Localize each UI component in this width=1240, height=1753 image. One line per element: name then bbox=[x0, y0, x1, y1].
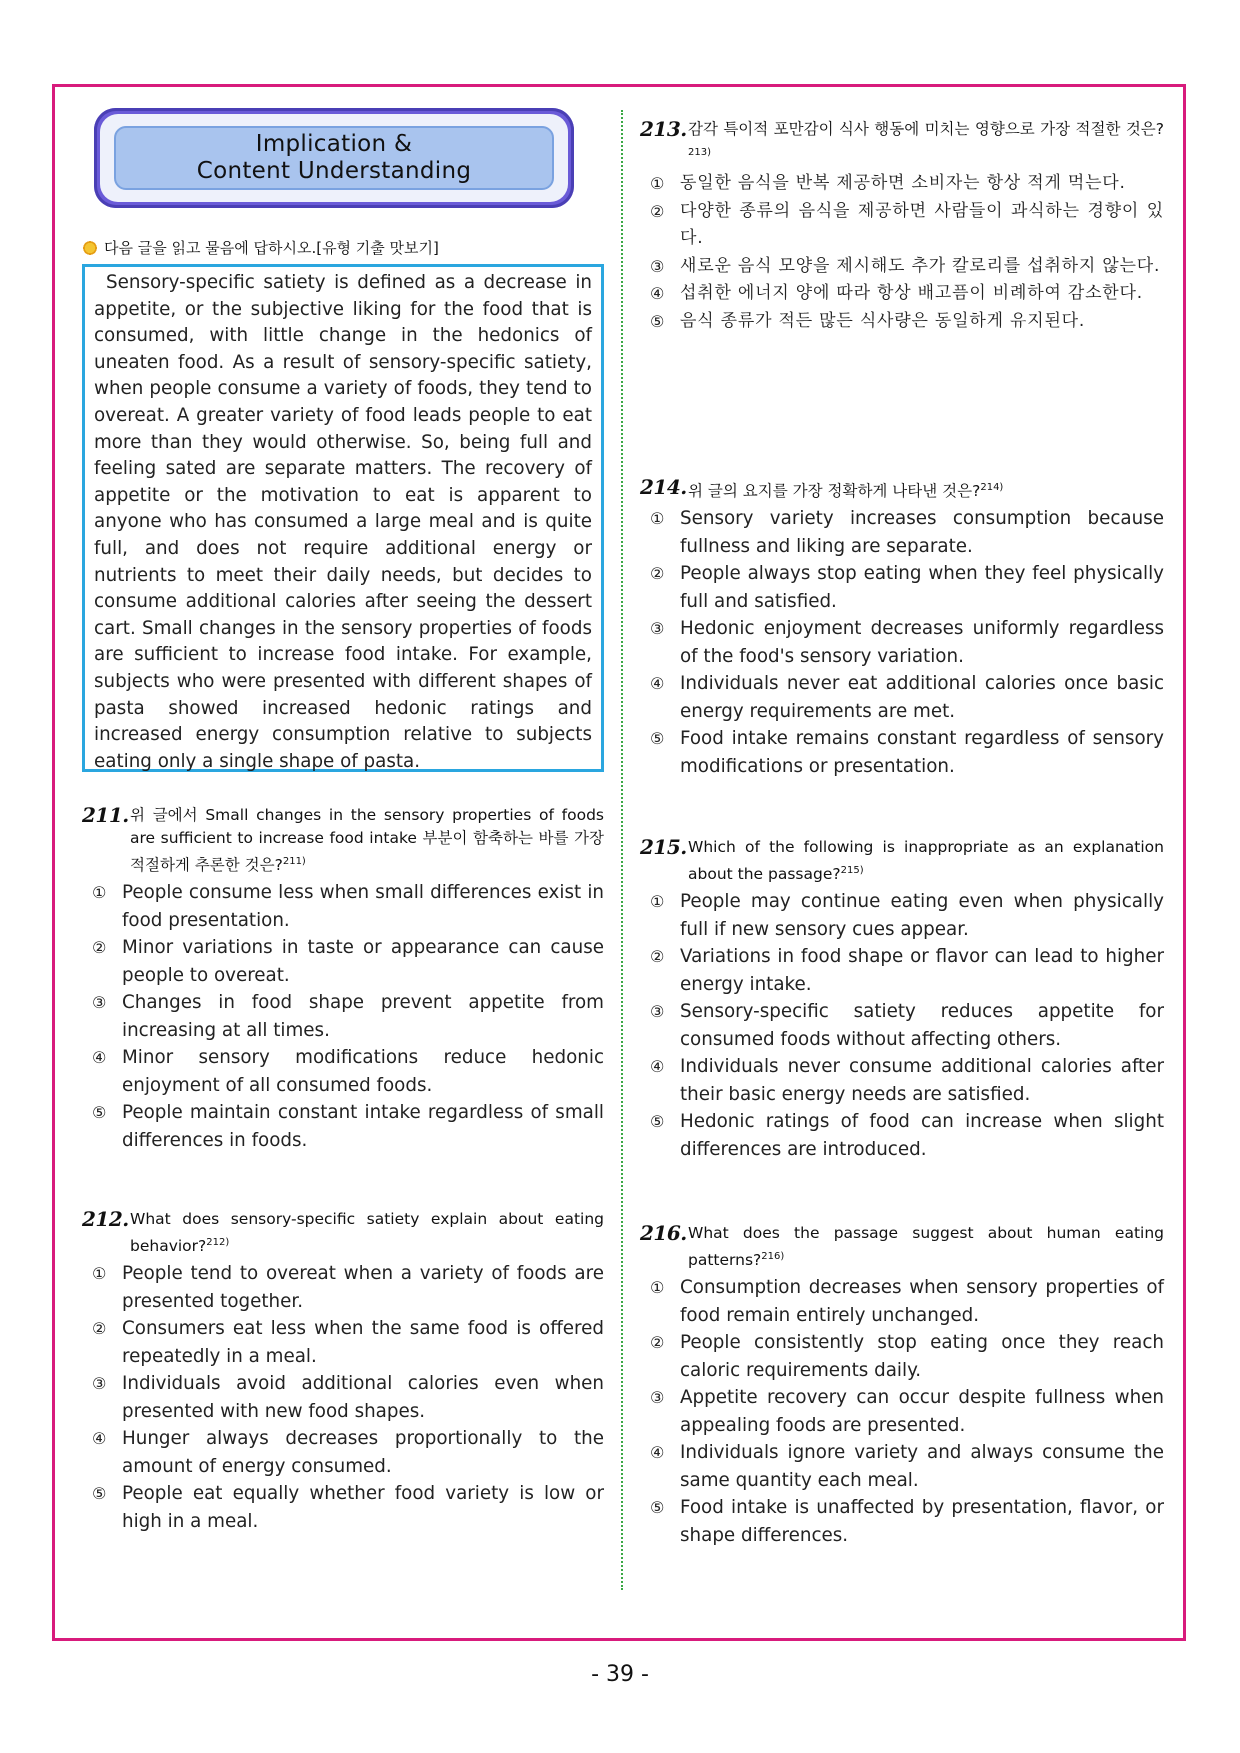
option-mark: ① bbox=[650, 1278, 665, 1298]
question-text: What does the passage suggest about human eating patterns? bbox=[688, 1224, 1164, 1270]
option-4[interactable] bbox=[82, 1044, 604, 1099]
option-text: Minor sensory modifications reduce hedonic enjoyment of all consumed foods. bbox=[122, 1047, 604, 1096]
passage-text: Sensory-specific satiety is defined as a decrease in appetite, or the subjective liking for the food that is consumed, with little change in the hedonics of uneaten food. As a result of sensory-specific satiety, when people consume a variety of foods, they tend to overeat. A greater variety of food leads people to eat more than they would otherwise. So, being full and feeling sated are separate matters. The recovery of appetite or the motivation to eat is apparent to anyone who has consumed a large meal and is quite full, and does not require additional energy or nutrients to meet their daily needs, but decides to consume additional calories after seeing the dessert cart. Small changes in the sensory properties of foods are sufficient to increase food intake. For example, subjects who were presented with different shapes of pasta showed increased hedonic ratings and increased energy consumption relative to subjects eating only a single shape of pasta. bbox=[94, 272, 592, 772]
option-text: Changes in food shape prevent appetite from increasing at all times. bbox=[122, 992, 604, 1041]
question-number: 212. bbox=[82, 1207, 129, 1231]
option-text: Minor variations in taste or appearance can cause people to overeat. bbox=[122, 937, 604, 986]
option-2[interactable] bbox=[640, 1329, 1164, 1384]
option-mark: ④ bbox=[650, 1057, 665, 1077]
option-mark: ④ bbox=[650, 1443, 665, 1463]
question-number: 211. bbox=[82, 803, 129, 827]
option-mark: ④ bbox=[92, 1048, 107, 1068]
question-216 bbox=[640, 1222, 1164, 1549]
option-mark: ② bbox=[650, 564, 665, 584]
option-text: Variations in food shape or flavor can lead to higher energy intake. bbox=[680, 946, 1164, 995]
option-5[interactable] bbox=[640, 1108, 1164, 1163]
option-mark: ⑤ bbox=[92, 1103, 107, 1123]
option-mark: ② bbox=[650, 201, 665, 221]
footnote-ref: 214) bbox=[980, 482, 1004, 493]
question-text: 감각 특이적 포만감이 식사 행동에 미치는 영향으로 가장 적절한 것은? bbox=[688, 120, 1164, 138]
option-4[interactable] bbox=[640, 1053, 1164, 1108]
option-5[interactable] bbox=[82, 1099, 604, 1154]
question-number: 213. bbox=[640, 117, 687, 141]
option-text: 음식 종류가 적든 많든 식사량은 동일하게 유지된다. bbox=[680, 310, 1086, 331]
option-1[interactable] bbox=[640, 170, 1164, 198]
question-number: 215. bbox=[640, 835, 687, 859]
option-list bbox=[640, 170, 1164, 335]
option-2[interactable] bbox=[640, 198, 1164, 253]
question-number: 216. bbox=[640, 1221, 687, 1245]
section-title bbox=[197, 131, 472, 185]
instruction bbox=[82, 237, 439, 258]
option-list bbox=[82, 1260, 604, 1535]
option-mark: ② bbox=[92, 938, 107, 958]
option-text: 섭취한 에너지 양에 따라 항상 배고픔이 비례하여 감소한다. bbox=[680, 283, 1143, 304]
option-2[interactable] bbox=[82, 1315, 604, 1370]
question-text: Which of the following is inappropriate as an explanation about the passage? bbox=[688, 838, 1164, 884]
question-text: 위 글에서 Small changes in the sensory properties of foods are sufficient to increase food intake 부분이 함축하는 바를 가장 적절하게 추론한 것은? bbox=[130, 806, 604, 875]
option-4[interactable] bbox=[640, 280, 1164, 308]
option-text: Individuals ignore variety and always consume the same quantity each meal. bbox=[680, 1442, 1164, 1491]
option-text: Food intake remains constant regardless of sensory modifications or presentation. bbox=[680, 728, 1164, 777]
option-5[interactable] bbox=[640, 308, 1164, 336]
option-text: Consumers eat less when the same food is offered repeatedly in a meal. bbox=[122, 1318, 604, 1367]
option-mark: ① bbox=[650, 509, 665, 529]
option-mark: ⑤ bbox=[650, 1112, 665, 1132]
section-title-line1: Implication & bbox=[255, 131, 413, 157]
option-mark: ④ bbox=[650, 284, 665, 304]
option-mark: ⑤ bbox=[650, 311, 665, 331]
option-mark: ① bbox=[92, 1264, 107, 1284]
question-213 bbox=[640, 118, 1164, 335]
option-mark: ⑤ bbox=[650, 1498, 665, 1518]
option-list bbox=[640, 505, 1164, 780]
question-number: 214. bbox=[640, 475, 687, 499]
option-3[interactable] bbox=[82, 1370, 604, 1425]
option-2[interactable] bbox=[82, 934, 604, 989]
option-text: Consumption decreases when sensory properties of food remain entirely unchanged. bbox=[680, 1277, 1164, 1326]
option-1[interactable] bbox=[640, 888, 1164, 943]
footnote-ref: 215) bbox=[840, 865, 864, 876]
option-3[interactable] bbox=[640, 1384, 1164, 1439]
option-mark: ③ bbox=[650, 1002, 665, 1022]
option-2[interactable] bbox=[640, 943, 1164, 998]
option-text: Sensory-specific satiety reduces appetite for consumed foods without affecting others. bbox=[680, 1001, 1164, 1050]
option-4[interactable] bbox=[640, 670, 1164, 725]
option-5[interactable] bbox=[82, 1480, 604, 1535]
option-list bbox=[640, 888, 1164, 1163]
option-mark: ③ bbox=[650, 256, 665, 276]
option-mark: ③ bbox=[92, 993, 107, 1013]
question-214 bbox=[640, 476, 1164, 780]
option-text: Individuals never consume additional calories after their basic energy needs are satisfied. bbox=[680, 1056, 1164, 1105]
option-mark: ① bbox=[650, 892, 665, 912]
option-text: Hedonic ratings of food can increase when slight differences are introduced. bbox=[680, 1111, 1164, 1160]
option-text: People consistently stop eating once they reach caloric requirements daily. bbox=[680, 1332, 1164, 1381]
option-mark: ③ bbox=[650, 1388, 665, 1408]
footnote-ref: 213) bbox=[688, 147, 711, 158]
option-mark: ① bbox=[92, 883, 107, 903]
option-mark: ④ bbox=[650, 674, 665, 694]
option-mark: ③ bbox=[92, 1374, 107, 1394]
option-4[interactable] bbox=[82, 1425, 604, 1480]
column-divider bbox=[621, 110, 623, 1590]
option-1[interactable] bbox=[82, 1260, 604, 1315]
option-list bbox=[640, 1274, 1164, 1549]
question-215 bbox=[640, 836, 1164, 1163]
footnote-ref: 212) bbox=[206, 1237, 230, 1248]
option-list bbox=[82, 879, 604, 1154]
option-mark: ① bbox=[650, 174, 665, 194]
option-3[interactable] bbox=[640, 615, 1164, 670]
option-text: Hunger always decreases proportionally to the amount of energy consumed. bbox=[122, 1428, 604, 1477]
section-title-line2: Content Understanding bbox=[196, 158, 472, 184]
instruction-text: 다음 글을 읽고 물음에 답하시오.[유형 기출 맛보기] bbox=[104, 239, 439, 257]
option-4[interactable] bbox=[640, 1439, 1164, 1494]
option-mark: ④ bbox=[92, 1429, 107, 1449]
option-text: People always stop eating when they feel physically full and satisfied. bbox=[680, 563, 1164, 612]
option-text: People maintain constant intake regardless of small differences in foods. bbox=[122, 1102, 604, 1151]
option-text: People tend to overeat when a variety of foods are presented together. bbox=[122, 1263, 604, 1312]
footnote-ref: 211) bbox=[282, 856, 306, 867]
footnote-ref: 216) bbox=[761, 1251, 785, 1262]
option-mark: ⑤ bbox=[650, 729, 665, 749]
option-text: Hedonic enjoyment decreases uniformly regardless of the food's sensory variation. bbox=[680, 618, 1164, 667]
section-title-box bbox=[94, 108, 574, 208]
option-mark: ③ bbox=[650, 619, 665, 639]
option-text: 동일한 음식을 반복 제공하면 소비자는 항상 적게 먹는다. bbox=[680, 173, 1126, 194]
option-1[interactable] bbox=[82, 879, 604, 934]
option-text: Individuals avoid additional calories even when presented with new food shapes. bbox=[122, 1373, 604, 1422]
option-2[interactable] bbox=[640, 560, 1164, 615]
question-text: 위 글의 요지를 가장 정확하게 나타낸 것은? bbox=[688, 482, 981, 501]
passage-box bbox=[82, 264, 604, 772]
option-text: Sensory variety increases consumption because fullness and liking are separate. bbox=[680, 508, 1164, 557]
option-text: 다양한 종류의 음식을 제공하면 사람들이 과식하는 경향이 있다. bbox=[680, 200, 1164, 249]
option-text: 새로운 음식 모양을 제시해도 추가 칼로리를 섭취하지 않는다. bbox=[680, 255, 1161, 276]
option-text: Appetite recovery can occur despite fullness when appealing foods are presented. bbox=[680, 1387, 1164, 1436]
option-text: People may continue eating even when physically full if new sensory cues appear. bbox=[680, 891, 1164, 940]
option-3[interactable] bbox=[640, 998, 1164, 1053]
option-text: Individuals never eat additional calories once basic energy requirements are met. bbox=[680, 673, 1164, 722]
option-mark: ② bbox=[650, 947, 665, 967]
option-text: Food intake is unaffected by presentation, flavor, or shape differences. bbox=[680, 1497, 1164, 1546]
option-text: People consume less when small differences exist in food presentation. bbox=[122, 882, 604, 931]
option-3[interactable] bbox=[82, 989, 604, 1044]
option-3[interactable] bbox=[640, 253, 1164, 281]
question-text: What does sensory-specific satiety explain about eating behavior? bbox=[130, 1210, 604, 1256]
option-1[interactable] bbox=[640, 505, 1164, 560]
page-number: - 39 - bbox=[591, 1662, 649, 1687]
sun-icon bbox=[82, 240, 98, 256]
option-5[interactable] bbox=[640, 1494, 1164, 1549]
option-mark: ② bbox=[92, 1319, 107, 1339]
option-mark: ② bbox=[650, 1333, 665, 1353]
option-5[interactable] bbox=[640, 725, 1164, 780]
question-211 bbox=[82, 804, 604, 1154]
option-1[interactable] bbox=[640, 1274, 1164, 1329]
question-212 bbox=[82, 1208, 604, 1535]
option-text: People eat equally whether food variety is low or high in a meal. bbox=[122, 1483, 604, 1532]
option-mark: ⑤ bbox=[92, 1484, 107, 1504]
